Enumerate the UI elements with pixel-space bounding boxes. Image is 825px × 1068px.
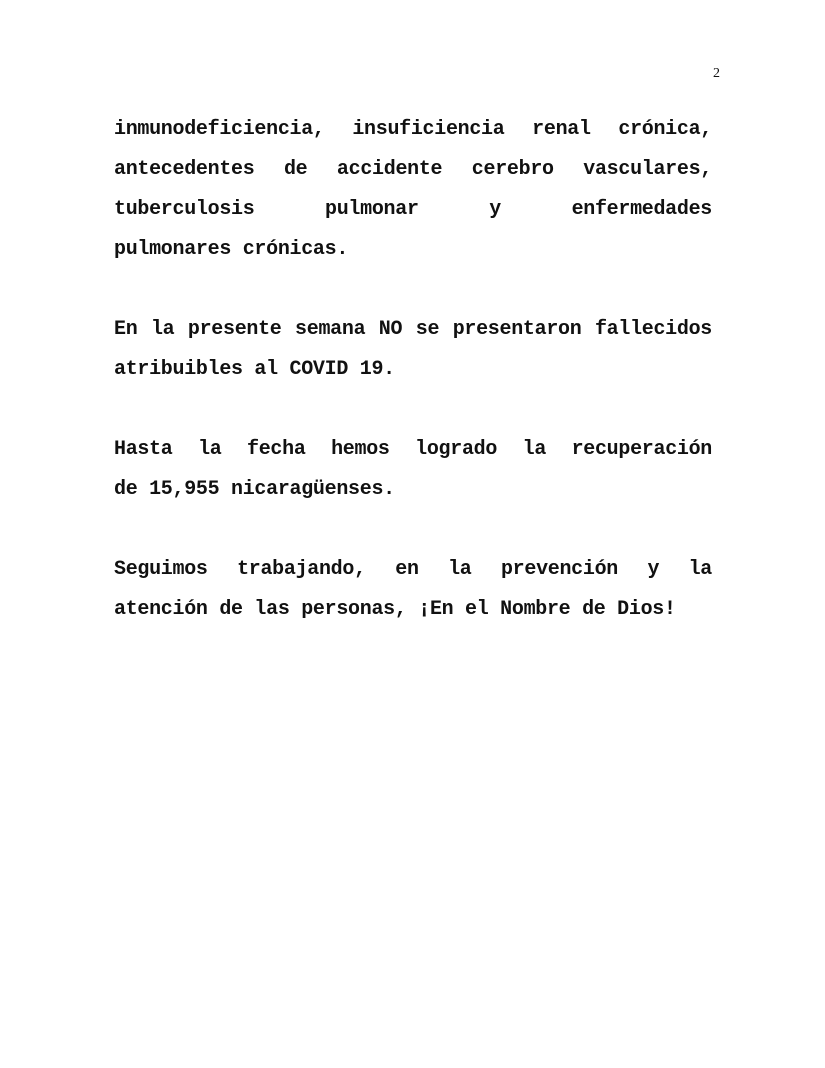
- document-body: [114, 110, 712, 670]
- text-line: inmunodeficiencia, insuficiencia renal crónica,: [114, 118, 712, 141]
- text-line: tuberculosis pulmonar y enfermedades: [114, 198, 712, 221]
- paragraph-closing: [114, 550, 712, 630]
- text-line: atención de las personas, ¡En el Nombre de Dios!: [114, 598, 676, 621]
- paragraph-deaths: [114, 310, 712, 390]
- text-line: En la presente semana NO se presentaron fallecidos: [114, 318, 712, 341]
- text-line: atribuibles al COVID 19.: [114, 358, 395, 381]
- paragraph-comorbidities: [114, 110, 712, 270]
- text-line: antecedentes de accidente cerebro vasculares,: [114, 158, 712, 181]
- paragraph-recoveries: [114, 430, 712, 510]
- text-line: Seguimos trabajando, en la prevención y la: [114, 558, 712, 581]
- text-line: Hasta la fecha hemos logrado la recuperación: [114, 438, 712, 461]
- text-line: pulmonares crónicas.: [114, 238, 349, 261]
- page-number: 2: [713, 66, 720, 81]
- text-line: de 15,955 nicaragüenses.: [114, 478, 395, 501]
